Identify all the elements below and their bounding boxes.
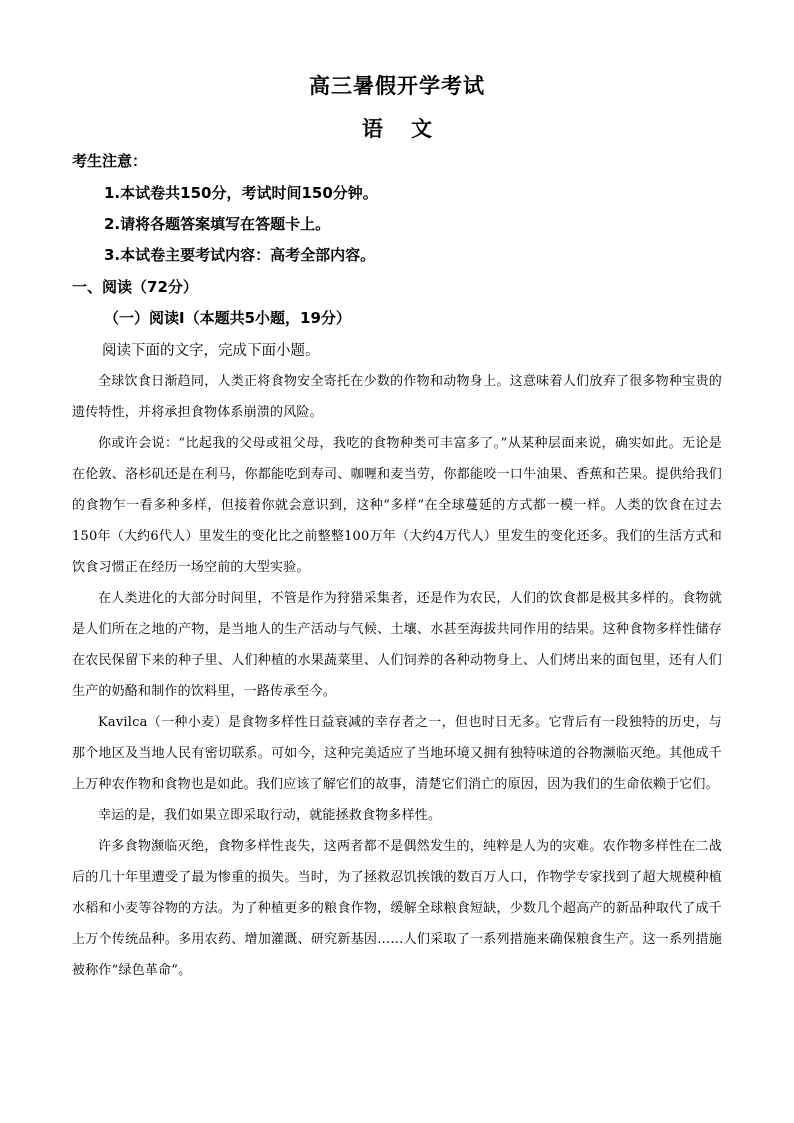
passage-paragraph-2: 你或许会说：“比起我的父母或祖父母，我吃的食物种类可丰富多了。”从某种层面来说，确实如此。无论是在伦敦、洛杉矶还是在利马，你都能吃到寿司、咖喱和麦当劳，你都能咬一口牛油果、香蕉和芒果。提供给我们的食物乍一看多种多样，但接着你就会意识到，这种“多样”在全球蔓延的方式都一模一样。人类的饮食在过去150年（大约6代人）里发生的变化比之前整整100万年（大约4万代人）里发生的变化还多。我们的生活方式和饮食习惯正在经历一场空前的大型实验。 [72, 436, 722, 575]
reading-instruction: 阅读下面的文字，完成下面小题。 [102, 343, 320, 359]
notice-item-1: 1.本试卷共150分，考试时间150分钟。 [104, 184, 378, 202]
exam-title: 高三暑假开学考试 [309, 74, 485, 98]
passage-paragraph-3: 在人类进化的大部分时间里，不管是作为狩猎采集者，还是作为农民，人们的饮食都是极其多样的。食物就是人们所在之地的产物，是当地人的生产活动与气候、土壤、水甚至海拔共同作用的结果。这种食物多样性储存在农民保留下来的种子里、人们种植的水果蔬菜里、人们饲养的各种动物身上、人们烤出来的面包里，还有人们生产的奶酪和制作的饮料里，一路传承至今。 [72, 591, 722, 699]
notice-item-3: 3.本试卷主要考试内容：高考全部内容。 [104, 246, 376, 264]
subsection-heading: （一）阅读Ⅰ（本题共5小题，19分） [104, 309, 351, 327]
reading-passage [72, 366, 722, 986]
subject-char-1: 语 [362, 117, 383, 141]
notice-item-2: 2.请将各题答案填写在答题卡上。 [104, 215, 331, 233]
subject-title [0, 113, 794, 143]
subject-char-2: 文 [411, 117, 432, 141]
section-heading: 一、阅读（72分） [72, 278, 198, 296]
passage-paragraph-1: 全球饮食日渐趋同，人类正将食物安全寄托在少数的作物和动物身上。这意味着人们放弃了很多物种宝贵的遗传特性，并将承担食物体系崩溃的风险。 [72, 374, 722, 420]
notice-heading: 考生注意： [72, 152, 148, 170]
passage-paragraph-6: 许多食物濒临灭绝，食物多样性丧失，这两者都不是偶然发生的，纯粹是人为的灾难。农作物多样性在二战后的几十年里遭受了最为惨重的损失。当时，为了拯救忍饥挨饿的数百万人口，作物学专家找到了超大规模种植水稻和小麦等谷物的方法。为了种植更多的粮食作物，缓解全球粮食短缺，少数几个超高产的新品种取代了成千上万个传统品种。多用农药、增加灌溉、研究新基因……人们采取了一系列措施来确保粮食生产。这一系列措施被称作“绿色革命”。 [72, 839, 722, 978]
passage-paragraph-5: 幸运的是，我们如果立即采取行动，就能拯救食物多样性。 [98, 808, 442, 823]
passage-paragraph-4: Kavilca（一种小麦）是食物多样性日益衰减的幸存者之一，但也时日无多。它背后有一段独特的历史，与那个地区及当地人民有密切联系。可如今，这种完美适应了当地环境又拥有独特味道的谷物濒临灭绝。其他成千上万种农作物和食物也是如此。我们应该了解它们的故事，清楚它们消亡的原因，因为我们的生命依赖于它们。 [72, 715, 722, 792]
